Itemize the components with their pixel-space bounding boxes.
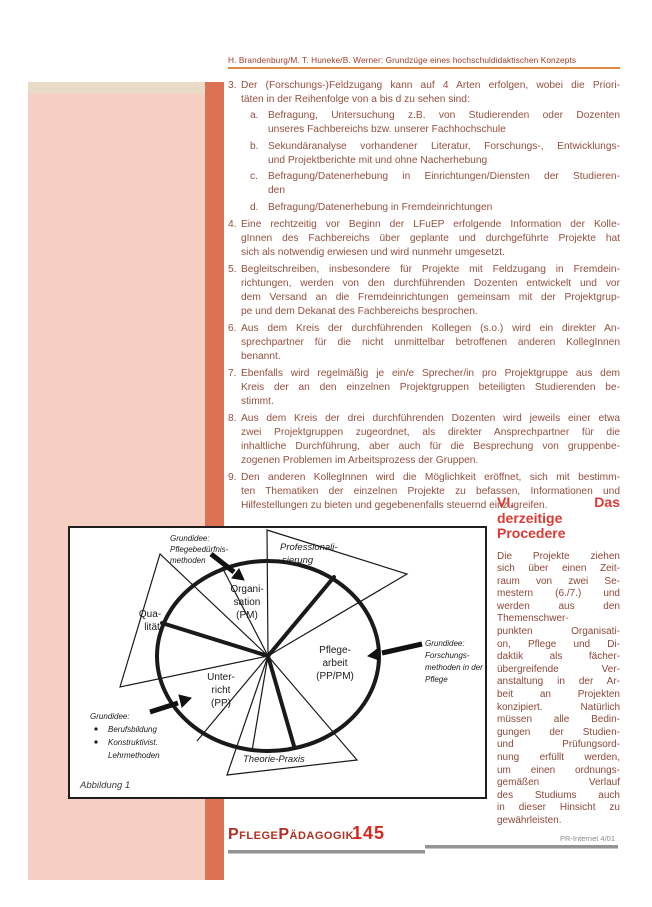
arrow-bottom-left-head — [179, 695, 191, 707]
svg-text:methoden: methoden — [170, 556, 206, 565]
svg-text:lität: lität — [144, 622, 160, 633]
footer-page-number: 145 — [352, 823, 386, 843]
sector-organisation: Organi- — [230, 584, 264, 595]
list-item-5 — [228, 263, 620, 318]
running-head: H. Brandenburg/M. T. Huneke/B. Werner: Grundzüge eines hochschuldidaktischen Konzepts — [228, 55, 620, 69]
label-professionalisierung: Professionali- — [280, 542, 338, 553]
item-number: 4. — [228, 219, 237, 231]
item-text: Den anderen KollegInnen wird die Möglichkeit eröffnet, sich mit bestimm- ten Thematiken der einzelnen Projekte zu befassen, Informationen und Hilfestellungen zu bieten und gegebenenfalls steuernd einzugreifen. — [241, 472, 620, 511]
item-letter: c. — [250, 171, 258, 183]
item-number: 6. — [228, 323, 237, 335]
list-item-3b — [250, 140, 620, 167]
arrow-right-head — [368, 647, 380, 660]
svg-text:richt: richt — [211, 685, 231, 696]
wheel-diagram — [70, 528, 489, 801]
svg-text:(PP): (PP) — [211, 698, 231, 709]
section-vi-column — [497, 495, 620, 828]
item-letter: b. — [250, 140, 259, 152]
footer-rule — [425, 845, 618, 849]
label-theorie-praxis: Theorie-Praxis — [243, 754, 305, 765]
svg-text:sation: sation — [233, 597, 261, 608]
numbered-list — [228, 79, 620, 512]
item-letter: a. — [250, 110, 259, 122]
sector-qualitaet: Qua- — [138, 609, 162, 620]
item-text: Aus dem Kreis der durchführenden Kollegen (s.o.) wird ein direkter An- sprechpartner für die nicht unmittelbar betroffenen anderen KollegInnen benannt. — [241, 323, 620, 362]
svg-text:sierung: sierung — [282, 555, 314, 566]
figure-caption: Abbildung 1 — [80, 780, 131, 791]
sector-pflegearbeit: Pflege- — [319, 645, 351, 656]
annotation-bottom-left: Grundidee: — [90, 712, 130, 721]
item-number: 9. — [228, 472, 237, 484]
sector-labels — [139, 584, 354, 709]
item-text: Begleitschreiben, insbesondere für Projekte mit Feldzugang in Fremdein- richtungen, werden von den durchführenden Dozenten entwickelt und vor dem Versand an die Fremdeinrichtungen gemeinsam mit der Projektgrup- pe und dem Dekanat des Fachbereichs besprochen. — [241, 264, 620, 317]
bullet-icon — [94, 740, 97, 743]
list-item-3a — [250, 109, 620, 136]
annotation-right: Grundidee: — [425, 639, 465, 648]
overlay-triangles — [120, 530, 407, 775]
arrow-right-shaft — [382, 644, 422, 653]
footer-rule — [228, 850, 425, 854]
sector-unterricht: Unter- — [207, 672, 235, 683]
beige-top-strip — [28, 82, 205, 94]
item-number: 5. — [228, 264, 237, 276]
footer-journal-section: PflegePädagogik — [228, 826, 355, 843]
annotation-top-left: Grundidee: — [170, 534, 210, 543]
svg-text:Pflegebedürfnis-: Pflegebedürfnis- — [170, 545, 229, 554]
footer-issue: PR-Internet 4/01 — [559, 834, 615, 843]
svg-text:Forschungs-: Forschungs- — [425, 651, 470, 660]
svg-text:Konstruktivist.: Konstruktivist. — [108, 738, 158, 747]
list-item-8 — [228, 412, 620, 467]
item-text: Befragung, Untersuchung z.B. von Studierenden oder Dozenten unseres Fachbereichs bzw. unserer Fachhochschule — [268, 110, 620, 136]
figure-abbildung-1 — [68, 526, 487, 799]
item-text: Ebenfalls wird regelmäßig je ein/e Sprecher/in pro Projektgruppe aus dem Kreis der an den einzelnen Projektgruppen beteiligten Studierenden be- stimmt. — [241, 368, 620, 407]
list-item-7 — [228, 367, 620, 408]
list-item-3 — [228, 79, 620, 106]
item-text: Befragung/Datenerhebung in Einrichtungen/Diensten der Studieren- den — [268, 171, 620, 196]
list-item-3c — [250, 170, 620, 197]
item-number: 7. — [228, 368, 237, 380]
bullet-icon — [94, 727, 97, 730]
list-item-3d — [250, 201, 620, 215]
item-letter: d. — [250, 201, 259, 213]
list-item-6 — [228, 322, 620, 363]
svg-text:methoden in der: methoden in der — [425, 663, 483, 672]
item-text: Befragung/Datenerhebung in Fremdeinrichtungen — [268, 201, 493, 213]
section-body: Die Projekte ziehen sich über einen Zeit- raum von zwei Se- mestern (6./7.) und werden aus den Themenschwer- punkten Organisati- on, Pflege und Di- daktik als fächer- übergreifende Ver- anstaltung in der Ar- beit an Projekten konzipiert. Natürlich müssen alle Bedin- gungen der Studien- und Prüfungsord- nung erfüllt werden, um einen ordnungs- gemäßen Verlauf des Studiums auch in dieser Hinsicht zu gewährleisten. — [497, 550, 620, 826]
item-text: Eine rechtzeitig vor Beginn der LFuEP erfolgende Information der Kolle- gInnen des Fachbereichs über geplante und durchgeführte Projekte hat sich als notwendig erwiesen und wird nunmehr umgesetzt. — [241, 219, 620, 258]
item-text: Aus dem Kreis der drei durchführenden Dozenten wird jeweils einer etwa zwei Projektgruppen zugeordnet, als direkter Ansprechpartner für die inhaltliche Durchführung, aber auch für die Besprechung von gruppenbe- zogenen Problemen im Arbeitsprozess der Gruppen. — [241, 413, 620, 466]
svg-text:Berufsbildung: Berufsbildung — [108, 725, 157, 734]
section-heading: VI. Das derzeitige Procedere — [497, 494, 620, 541]
svg-text:Lehrmethoden: Lehrmethoden — [108, 751, 160, 760]
item-text: Sekundäranalyse vorhandener Literatur, Forschungs-, Entwicklungs- und Projektberichte mit und ohne Nacherhebung — [268, 140, 620, 166]
svg-text:arbeit: arbeit — [322, 658, 348, 669]
item-text: Der (Forschungs-)Feldzugang kann auf 4 Arten erfolgen, wobei die Priori- täten in der Reihenfolge von a bis d zu sehen sind: — [241, 80, 620, 105]
svg-text:(PP/PM): (PP/PM) — [316, 671, 354, 682]
list-item-4 — [228, 218, 620, 259]
item-number: 8. — [228, 413, 237, 425]
item-number: 3. — [228, 80, 237, 91]
svg-text:Pflege: Pflege — [425, 675, 448, 684]
svg-text:(PM): (PM) — [236, 610, 258, 621]
